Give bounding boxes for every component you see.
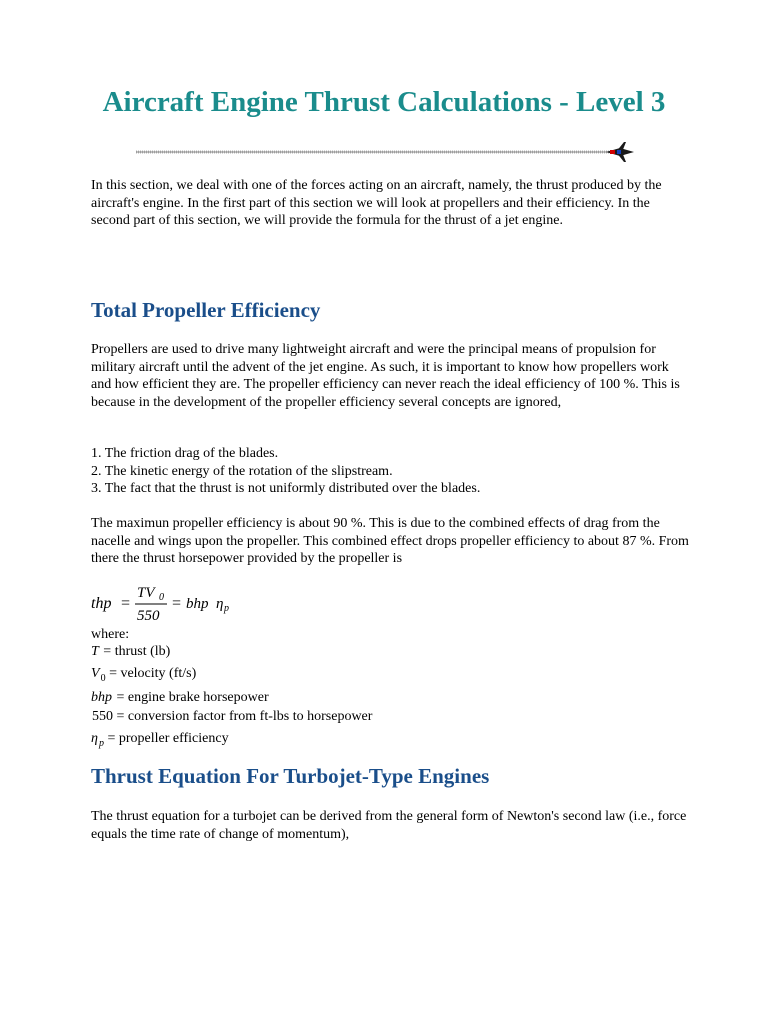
max-efficiency-paragraph: The maximun propeller efficiency is about 90 %. This is due to the combined effects of drag from the nacelle and wings upon the propeller. This combined effect drops propeller efficiency to about 87 %. From there the thrust horsepower provided by the propeller is: [91, 516, 689, 566]
variable-symbol: η: [91, 731, 98, 746]
formula-numerator: TV: [137, 585, 155, 601]
variable-description: = engine brake horsepower: [116, 690, 269, 705]
list-item: 2. The kinetic energy of the rotation of the slipstream.: [91, 463, 393, 479]
formula-equals: =: [171, 595, 182, 612]
list-item: 1. The friction drag of the blades.: [91, 446, 279, 461]
section-heading-propeller: Total Propeller Efficiency: [91, 298, 321, 322]
formula-rhs: bhp: [186, 596, 209, 612]
variable-symbol: V: [91, 666, 100, 681]
formula-numerator-sub: 0: [159, 592, 164, 603]
formula-denominator: 550: [137, 608, 160, 624]
variable-definition: $V_0$ = velocity (ft/s): [91, 666, 197, 684]
variable-symbol: T: [91, 644, 99, 659]
section-heading-turbojet: Thrust Equation For Turbojet-Type Engines: [91, 764, 490, 788]
formula-equals: =: [120, 595, 131, 612]
propeller-paragraph: Propellers are used to drive many lightweight aircraft and were the principal means of propulsion for military aircraft until the advent of the jet engine. As such, it is important to know how propellers work and how efficient they are. The propeller efficiency can never reach the ideal efficiency of 100 %. This is because in the development of the propeller efficiency several concepts are ignored,: [91, 342, 680, 410]
variable-description: = propeller efficiency: [107, 731, 229, 746]
formula-eta: η: [216, 596, 224, 612]
intro-paragraph: In this section, we deal with one of the forces acting on an aircraft, namely, the thrust produced by the aircraft's engine. In the first part of this section we will look at propellers and their efficiency. In the second part of this section, we will provide the formula for the thrust of a jet engine.: [91, 178, 662, 228]
ignored-concepts-list: [91, 445, 691, 498]
variable-description: = thrust (lb): [103, 644, 171, 659]
variable-definition: $\eta_p$ = propeller efficiency: [91, 731, 229, 749]
thrust-horsepower-formula: [91, 583, 251, 627]
formula-lhs: thp: [91, 595, 112, 612]
variable-definition: [91, 708, 372, 725]
list-item: 3. The fact that the thrust is not uniformly distributed over the blades.: [91, 481, 481, 496]
variable-definition: [91, 689, 269, 710]
variable-description: = velocity (ft/s): [109, 666, 197, 681]
variable-definition: [91, 643, 170, 664]
page-title: Aircraft Engine Thrust Calculations - Level 3: [102, 86, 666, 118]
jet-aircraft-divider-icon: [134, 141, 634, 163]
formula-eta-sub: p: [224, 603, 229, 614]
where-label: where:: [91, 627, 130, 642]
turbojet-paragraph: The thrust equation for a turbojet can be derived from the general form of Newton's second law (i.e., force equals the time rate of change of momentum),: [91, 809, 687, 842]
variable-description: 550 = conversion factor from ft-lbs to horsepower: [92, 709, 373, 724]
variable-symbol: bhp: [91, 690, 112, 705]
